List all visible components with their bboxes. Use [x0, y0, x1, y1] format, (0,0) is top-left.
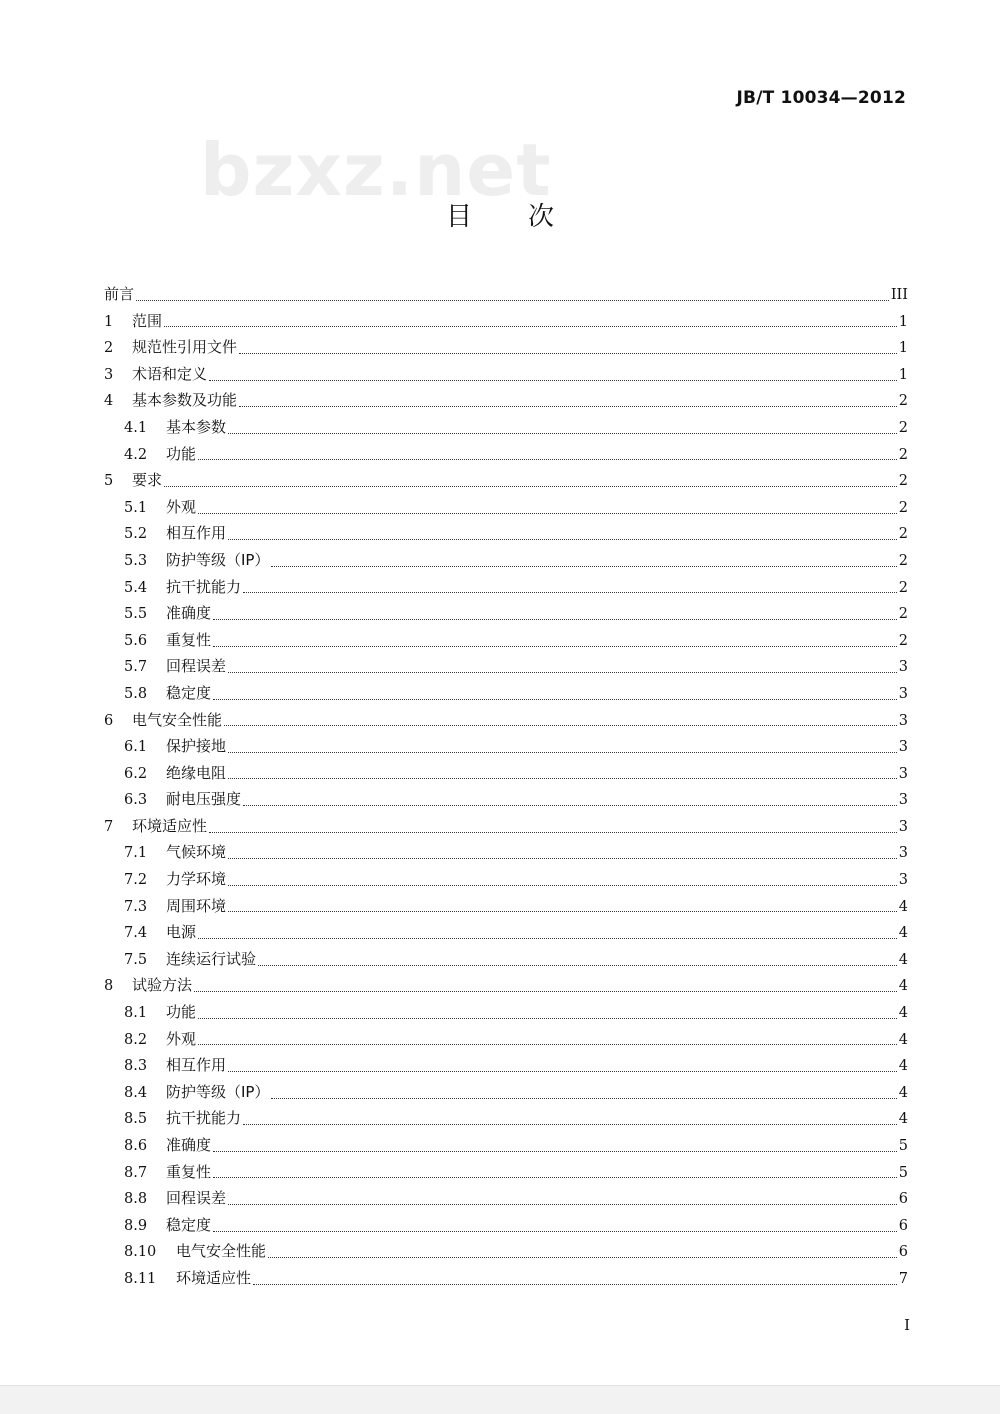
toc-entry-number: 5.2	[124, 526, 148, 543]
toc-entry-title: 电气安全性能	[132, 710, 223, 729]
toc-entry-number: 8.7	[124, 1164, 148, 1181]
toc-entry-title: 要求	[132, 471, 163, 490]
toc-entry-title: 重复性	[166, 1162, 212, 1181]
toc-leader-dots	[213, 646, 897, 647]
toc-entry-page: 3	[898, 792, 908, 809]
toc-entry-title: 前言	[104, 285, 135, 303]
toc-entry-title: 试验方法	[132, 976, 193, 995]
toc-entry-page: 4	[898, 1058, 908, 1075]
toc-entry-title: 术语和定义	[132, 364, 208, 383]
toc-entry-number: 3	[104, 366, 114, 383]
bottom-strip	[0, 1385, 1000, 1414]
toc-entry-number: 6.1	[124, 739, 148, 756]
toc-entry-title: 准确度	[166, 604, 212, 623]
toc-leader-dots	[164, 486, 897, 487]
toc-entry-page: 3	[898, 659, 908, 676]
toc-entry-page: 5	[898, 1138, 908, 1154]
toc-entry-page: 1	[898, 366, 908, 383]
toc-entry-page: 2	[898, 446, 908, 463]
toc-entry-page: 4	[898, 1031, 908, 1048]
toc-entry-page: 1	[898, 313, 908, 330]
toc-entry-page: 3	[898, 739, 908, 756]
toc-entry[interactable]	[104, 680, 908, 707]
toc-entry-page: 2	[898, 606, 908, 623]
toc-entry-title: 保护接地	[166, 737, 227, 756]
toc-entry-title: 周围环境	[166, 896, 227, 915]
toc-entry-title: 稳定度	[166, 683, 212, 702]
toc-entry-number: 7	[104, 818, 114, 835]
toc-entry-title: 基本参数及功能	[132, 391, 238, 410]
toc-entry-title: 防护等级（IP）	[166, 550, 270, 569]
toc-entry-page: 4	[898, 925, 908, 942]
toc-entry-number: 8.6	[124, 1138, 148, 1154]
toc-entry-number: 8.8	[124, 1191, 148, 1208]
toc-entry[interactable]	[104, 972, 908, 999]
toc-leader-dots	[213, 619, 897, 620]
toc-entry-page: 4	[898, 978, 908, 995]
toc-entry[interactable]	[104, 653, 908, 680]
table-of-contents	[104, 281, 908, 1292]
toc-entry-number: 4.2	[124, 446, 148, 463]
toc-entry[interactable]	[104, 1105, 908, 1132]
toc-leader-dots	[136, 300, 889, 301]
toc-entry[interactable]	[104, 574, 908, 601]
toc-entry[interactable]	[104, 414, 908, 441]
toc-entry-page: 3	[898, 872, 908, 889]
toc-entry-page: 6	[898, 1244, 908, 1261]
toc-entry-number: 6.2	[124, 765, 148, 782]
toc-entry-title: 相互作用	[166, 524, 227, 543]
toc-entry-number: 8.4	[124, 1084, 148, 1101]
toc-leader-dots	[271, 566, 896, 567]
toc-entry-page: 4	[898, 951, 908, 968]
toc-leader-dots	[228, 752, 897, 753]
toc-entry-title: 回程误差	[166, 657, 227, 676]
toc-entry[interactable]	[104, 387, 908, 414]
toc-entry[interactable]	[104, 866, 908, 893]
toc-leader-dots	[243, 1124, 897, 1125]
toc-leader-dots	[239, 353, 897, 354]
toc-entry-number: 5.1	[124, 499, 148, 516]
toc-entry-number: 5.4	[124, 579, 148, 596]
toc-entry-page: 3	[898, 845, 908, 862]
toc-leader-dots	[228, 1204, 897, 1205]
toc-leader-dots	[253, 1284, 897, 1285]
toc-entry[interactable]	[104, 813, 908, 840]
toc-entry[interactable]	[104, 467, 908, 494]
toc-entry-number: 8.2	[124, 1031, 148, 1048]
toc-leader-dots	[213, 699, 897, 700]
toc-leader-dots	[224, 725, 897, 726]
toc-entry[interactable]	[104, 1238, 908, 1265]
toc-leader-dots	[228, 911, 897, 912]
toc-leader-dots	[209, 380, 897, 381]
toc-entry-title: 范围	[132, 311, 163, 330]
toc-entry-number: 8.11	[124, 1270, 157, 1287]
toc-entry-number: 7.4	[124, 925, 148, 942]
toc-leader-dots	[213, 1177, 897, 1178]
toc-entry-title: 电气安全性能	[176, 1242, 267, 1261]
toc-leader-dots	[228, 433, 897, 434]
toc-entry-title: 规范性引用文件	[132, 338, 238, 357]
toc-entry-title: 抗干扰能力	[166, 577, 242, 596]
toc-entry[interactable]	[104, 733, 908, 760]
toc-leader-dots	[213, 1151, 897, 1152]
toc-entry-page: 6	[898, 1217, 908, 1234]
toc-entry-title: 环境适应性	[132, 816, 208, 835]
toc-leader-dots	[228, 778, 897, 779]
toc-entry-number: 7.5	[124, 951, 148, 968]
toc-leader-dots	[198, 1018, 897, 1019]
toc-leader-dots	[243, 592, 897, 593]
toc-leader-dots	[228, 1071, 897, 1072]
toc-entry[interactable]	[104, 1052, 908, 1079]
toc-entry-page: 2	[898, 499, 908, 516]
toc-entry-page: 3	[898, 765, 908, 782]
toc-leader-dots	[209, 832, 897, 833]
toc-entry-page: 2	[898, 473, 908, 490]
toc-entry-title: 功能	[166, 1003, 197, 1022]
toc-entry-title: 气候环境	[166, 843, 227, 862]
toc-entry-page: 2	[898, 393, 908, 410]
toc-entry-page: 6	[898, 1191, 908, 1208]
toc-entry-number: 8	[104, 978, 114, 995]
toc-entry-title: 外观	[166, 497, 197, 516]
toc-entry-page: 2	[898, 419, 908, 436]
toc-entry-number: 8.5	[124, 1111, 148, 1128]
toc-entry[interactable]	[104, 1159, 908, 1186]
toc-entry-page: 4	[898, 1005, 908, 1022]
toc-entry[interactable]	[104, 707, 908, 734]
toc-entry-title: 外观	[166, 1029, 197, 1048]
toc-leader-dots	[164, 326, 897, 327]
toc-entry[interactable]	[104, 1026, 908, 1053]
toc-entry[interactable]	[104, 334, 908, 361]
toc-entry-page: 2	[898, 632, 908, 649]
toc-entry-number: 5.6	[124, 632, 148, 649]
toc-entry-number: 8.1	[124, 1005, 148, 1022]
toc-entry-page: 3	[898, 712, 908, 729]
toc-entry[interactable]	[104, 760, 908, 787]
toc-leader-dots	[198, 513, 897, 514]
toc-entry-number: 4.1	[124, 419, 148, 436]
toc-entry[interactable]	[104, 361, 908, 388]
toc-entry-number: 1	[104, 313, 114, 330]
toc-entry-title: 相互作用	[166, 1056, 227, 1075]
toc-entry-title: 力学环境	[166, 870, 227, 889]
toc-entry-number: 2	[104, 340, 114, 357]
toc-entry[interactable]	[104, 308, 908, 335]
toc-entry-number: 8.10	[124, 1244, 157, 1261]
toc-entry-title: 连续运行试验	[166, 949, 257, 968]
toc-entry-page: 4	[898, 1111, 908, 1128]
toc-leader-dots	[198, 1044, 897, 1045]
toc-entry-title: 抗干扰能力	[166, 1109, 242, 1128]
toc-leader-dots	[239, 406, 897, 407]
toc-entry[interactable]	[104, 1132, 908, 1159]
toc-entry-page: 1	[898, 340, 908, 357]
toc-leader-dots	[258, 965, 897, 966]
toc-entry[interactable]	[104, 547, 908, 574]
toc-entry-page: 3	[898, 818, 908, 835]
toc-leader-dots	[228, 672, 897, 673]
toc-entry-title: 防护等级（IP）	[166, 1082, 270, 1101]
toc-leader-dots	[228, 539, 897, 540]
toc-entry-number: 5.8	[124, 685, 148, 702]
toc-entry[interactable]	[104, 600, 908, 627]
toc-entry[interactable]	[104, 627, 908, 654]
toc-entry-number: 5.7	[124, 659, 148, 676]
toc-leader-dots	[268, 1257, 897, 1258]
toc-entry-page: 3	[898, 685, 908, 702]
toc-entry[interactable]	[104, 1265, 908, 1292]
toc-entry-page: 2	[898, 579, 908, 596]
toc-entry-number: 8.9	[124, 1217, 148, 1234]
toc-entry-number: 6	[104, 712, 114, 729]
toc-entry[interactable]	[104, 281, 908, 308]
toc-entry-title: 重复性	[166, 630, 212, 649]
toc-entry-number: 6.3	[124, 792, 148, 809]
toc-entry[interactable]	[104, 520, 908, 547]
toc-entry-page: 4	[898, 898, 908, 915]
toc-entry-number: 8.3	[124, 1058, 148, 1075]
toc-entry-page: 4	[898, 1084, 908, 1101]
toc-entry-number: 7.2	[124, 872, 148, 889]
toc-leader-dots	[228, 885, 897, 886]
toc-entry-page: III	[890, 287, 908, 303]
toc-leader-dots	[194, 991, 897, 992]
toc-entry-title: 稳定度	[166, 1215, 212, 1234]
toc-entry[interactable]	[104, 919, 908, 946]
toc-entry-number: 5	[104, 473, 114, 490]
toc-entry-title: 环境适应性	[176, 1268, 252, 1287]
toc-entry-title: 基本参数	[166, 417, 227, 436]
toc-leader-dots	[198, 459, 897, 460]
toc-entry[interactable]	[104, 441, 908, 468]
toc-entry[interactable]	[104, 1185, 908, 1212]
page-number: I	[904, 1316, 910, 1334]
toc-entry-number: 7.1	[124, 845, 148, 862]
toc-entry-number: 5.3	[124, 552, 148, 569]
toc-leader-dots	[198, 938, 897, 939]
toc-leader-dots	[271, 1098, 896, 1099]
toc-entry[interactable]	[104, 494, 908, 521]
toc-entry[interactable]	[104, 999, 908, 1026]
toc-entry-number: 5.5	[124, 606, 148, 623]
toc-entry-number: 4	[104, 393, 114, 410]
document-id: JB/T 10034—2012	[736, 88, 906, 108]
toc-entry-page: 5	[898, 1164, 908, 1181]
toc-entry-title: 回程误差	[166, 1189, 227, 1208]
page-title: 目次	[445, 202, 610, 232]
toc-entry-page: 2	[898, 552, 908, 569]
toc-entry-page: 2	[898, 526, 908, 543]
toc-entry-title: 绝缘电阻	[166, 763, 227, 782]
toc-entry-title: 电源	[166, 923, 197, 942]
toc-entry[interactable]	[104, 1079, 908, 1106]
watermark: bzxz.net	[200, 128, 552, 212]
toc-entry-page: 7	[898, 1270, 908, 1287]
toc-entry-title: 耐电压强度	[166, 790, 242, 809]
toc-leader-dots	[243, 805, 897, 806]
toc-entry-title: 功能	[166, 444, 197, 463]
toc-entry-number: 7.3	[124, 898, 148, 915]
toc-entry[interactable]	[104, 1212, 908, 1239]
toc-entry[interactable]	[104, 786, 908, 813]
toc-entry[interactable]	[104, 893, 908, 920]
toc-entry[interactable]	[104, 946, 908, 973]
toc-leader-dots	[213, 1231, 897, 1232]
toc-leader-dots	[228, 858, 897, 859]
toc-entry-title: 准确度	[166, 1136, 212, 1154]
toc-entry[interactable]	[104, 839, 908, 866]
